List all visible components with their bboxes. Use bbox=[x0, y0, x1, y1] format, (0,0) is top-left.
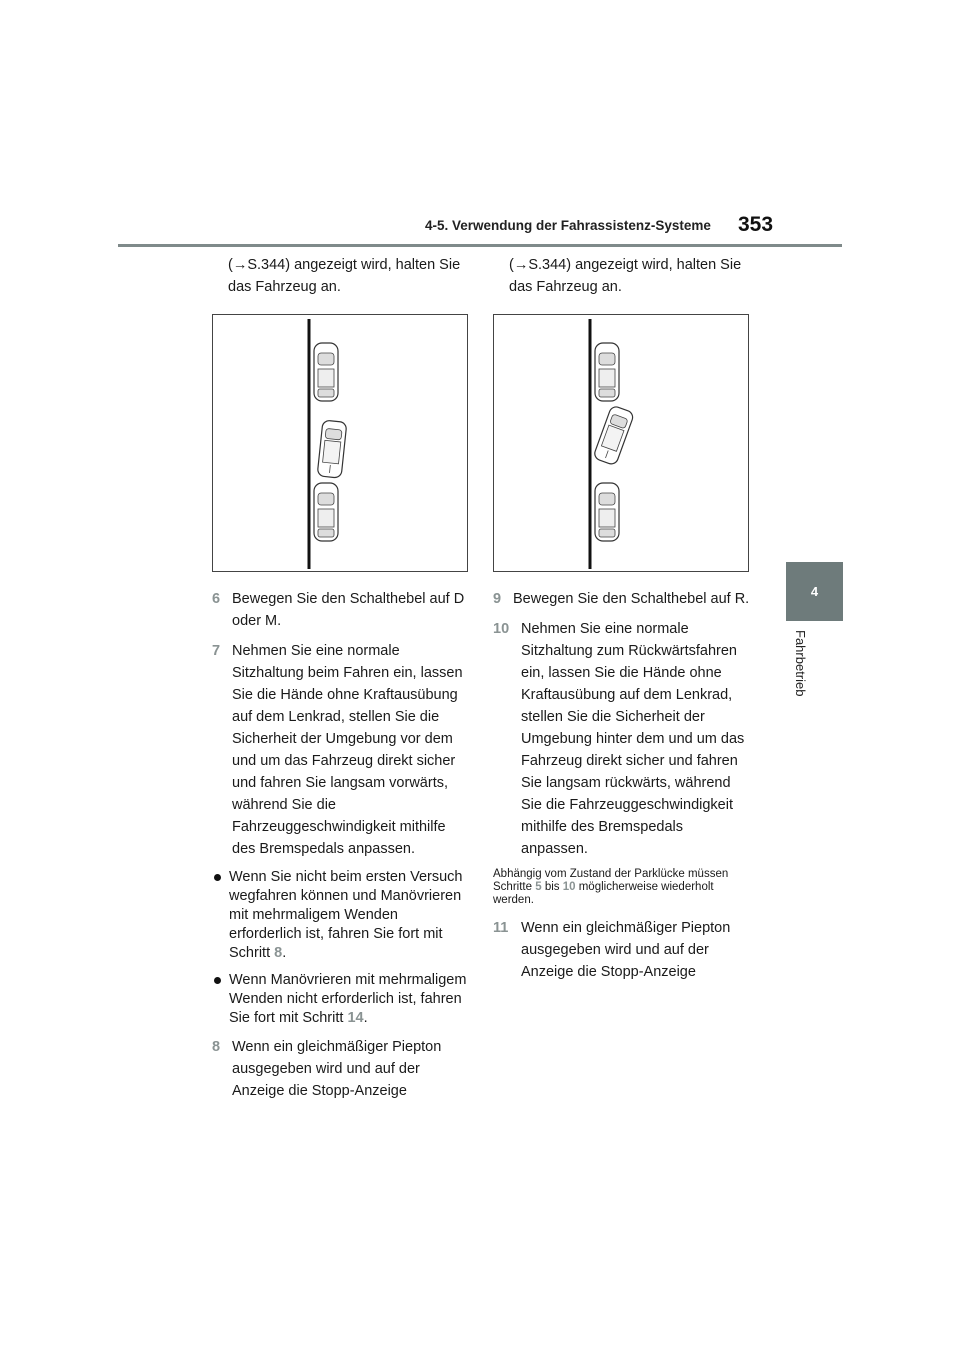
parking-diagram-reverse-svg bbox=[494, 315, 750, 573]
section-title: 4-5. Verwendung der Fahrassistenz-Systeme bbox=[425, 218, 711, 233]
parked-car-front bbox=[595, 343, 619, 401]
step-number: 6 bbox=[212, 591, 221, 607]
step-number: 8 bbox=[212, 1039, 221, 1055]
parking-diagram-forward-svg bbox=[213, 315, 469, 573]
step-reference: 8 bbox=[274, 945, 283, 961]
own-car bbox=[317, 420, 347, 478]
step-number: 11 bbox=[493, 920, 509, 936]
bullet-text: Wenn Sie nicht beim ersten Versuch wegfahren können und Manövrieren mit mehrmaligem Wenden erforderlich ist, fahren Sie fort mit Schritt bbox=[229, 869, 463, 961]
step-reference: 10 bbox=[562, 881, 576, 893]
chapter-label bbox=[794, 630, 810, 770]
own-car bbox=[593, 405, 635, 466]
step-6 bbox=[212, 588, 472, 632]
bullet-end: . bbox=[363, 1010, 368, 1026]
parked-car-front bbox=[314, 343, 338, 401]
bullet-icon bbox=[214, 977, 221, 984]
parked-car-rear bbox=[314, 483, 338, 541]
left-column bbox=[212, 254, 472, 1110]
step-number: 9 bbox=[493, 591, 502, 607]
bullet-item bbox=[212, 971, 472, 1028]
step-number: 10 bbox=[493, 621, 510, 637]
step-reference: 5 bbox=[535, 881, 542, 893]
bullet-end: . bbox=[282, 945, 287, 961]
right-column bbox=[493, 254, 753, 991]
left-intro-text: (→S.344) angezeigt wird, halten Sie das Fahrzeug an. bbox=[228, 257, 461, 295]
step-text: Wenn ein gleichmäßiger Piepton ausgegeben wird und auf der Anzeige die Stopp-Anzeige bbox=[232, 1039, 442, 1099]
page-number: 353 bbox=[738, 213, 774, 236]
step-text: Nehmen Sie eine normale Sitzhaltung zum Rückwärtsfahren ein, lassen Sie die Hände ohne Kraftausübung auf dem Lenkrad, stellen Sie die Sicherheit der Umgebung hinter dem und um das Fahrzeug direkt sicher und fahren Sie langsam rückwärts, während Sie die Fahrzeuggeschwindigkeit mithilfe des Bremspedals anpassen. bbox=[521, 621, 745, 857]
header-divider bbox=[118, 244, 842, 247]
chapter-number: 4 bbox=[810, 584, 819, 599]
parking-diagram-forward bbox=[212, 314, 468, 572]
bullet-item bbox=[212, 868, 472, 963]
step-11 bbox=[493, 917, 753, 983]
step-7 bbox=[212, 640, 472, 860]
step-8 bbox=[212, 1036, 472, 1102]
parked-car-rear bbox=[595, 483, 619, 541]
step-number: 7 bbox=[212, 643, 221, 659]
parking-diagram-reverse bbox=[493, 314, 749, 572]
step-text: Wenn ein gleichmäßiger Piepton ausgegeben wird und auf der Anzeige die Stopp-Anzeige bbox=[521, 920, 731, 980]
step-10 bbox=[493, 618, 753, 860]
step-9 bbox=[493, 588, 753, 610]
repeat-note bbox=[493, 868, 753, 907]
note-text: möglicherweise wiederholt werden. bbox=[493, 881, 714, 906]
step-text: Bewegen Sie den Schalthebel auf D oder M. bbox=[232, 591, 465, 629]
chapter-tab bbox=[786, 562, 843, 621]
bullet-icon bbox=[214, 874, 221, 881]
step-text: Bewegen Sie den Schalthebel auf R. bbox=[513, 591, 750, 607]
bullet-text: Wenn Manövrieren mit mehrmaligem Wenden nicht erforderlich ist, fahren Sie fort mit Schritt bbox=[229, 972, 467, 1026]
note-text: Abhängig vom Zustand der Parklücke müssen Schritte bbox=[493, 868, 729, 893]
step-reference: 14 bbox=[347, 1010, 364, 1026]
step-text: Nehmen Sie eine normale Sitzhaltung beim Fahren ein, lassen Sie die Hände ohne Kraftausübung auf dem Lenkrad, stellen Sie die Sicherheit der Umgebung vor dem und um das Fahrzeug direkt sicher und fahren Sie langsam vorwärts, während Sie die Fahrzeuggeschwindigkeit mithilfe des Bremspedals anpassen. bbox=[232, 643, 463, 857]
note-text: bis bbox=[544, 881, 560, 893]
right-intro-text: (→S.344) angezeigt wird, halten Sie das Fahrzeug an. bbox=[509, 257, 742, 295]
chapter-label-text: Fahrbetrieb bbox=[793, 630, 808, 697]
